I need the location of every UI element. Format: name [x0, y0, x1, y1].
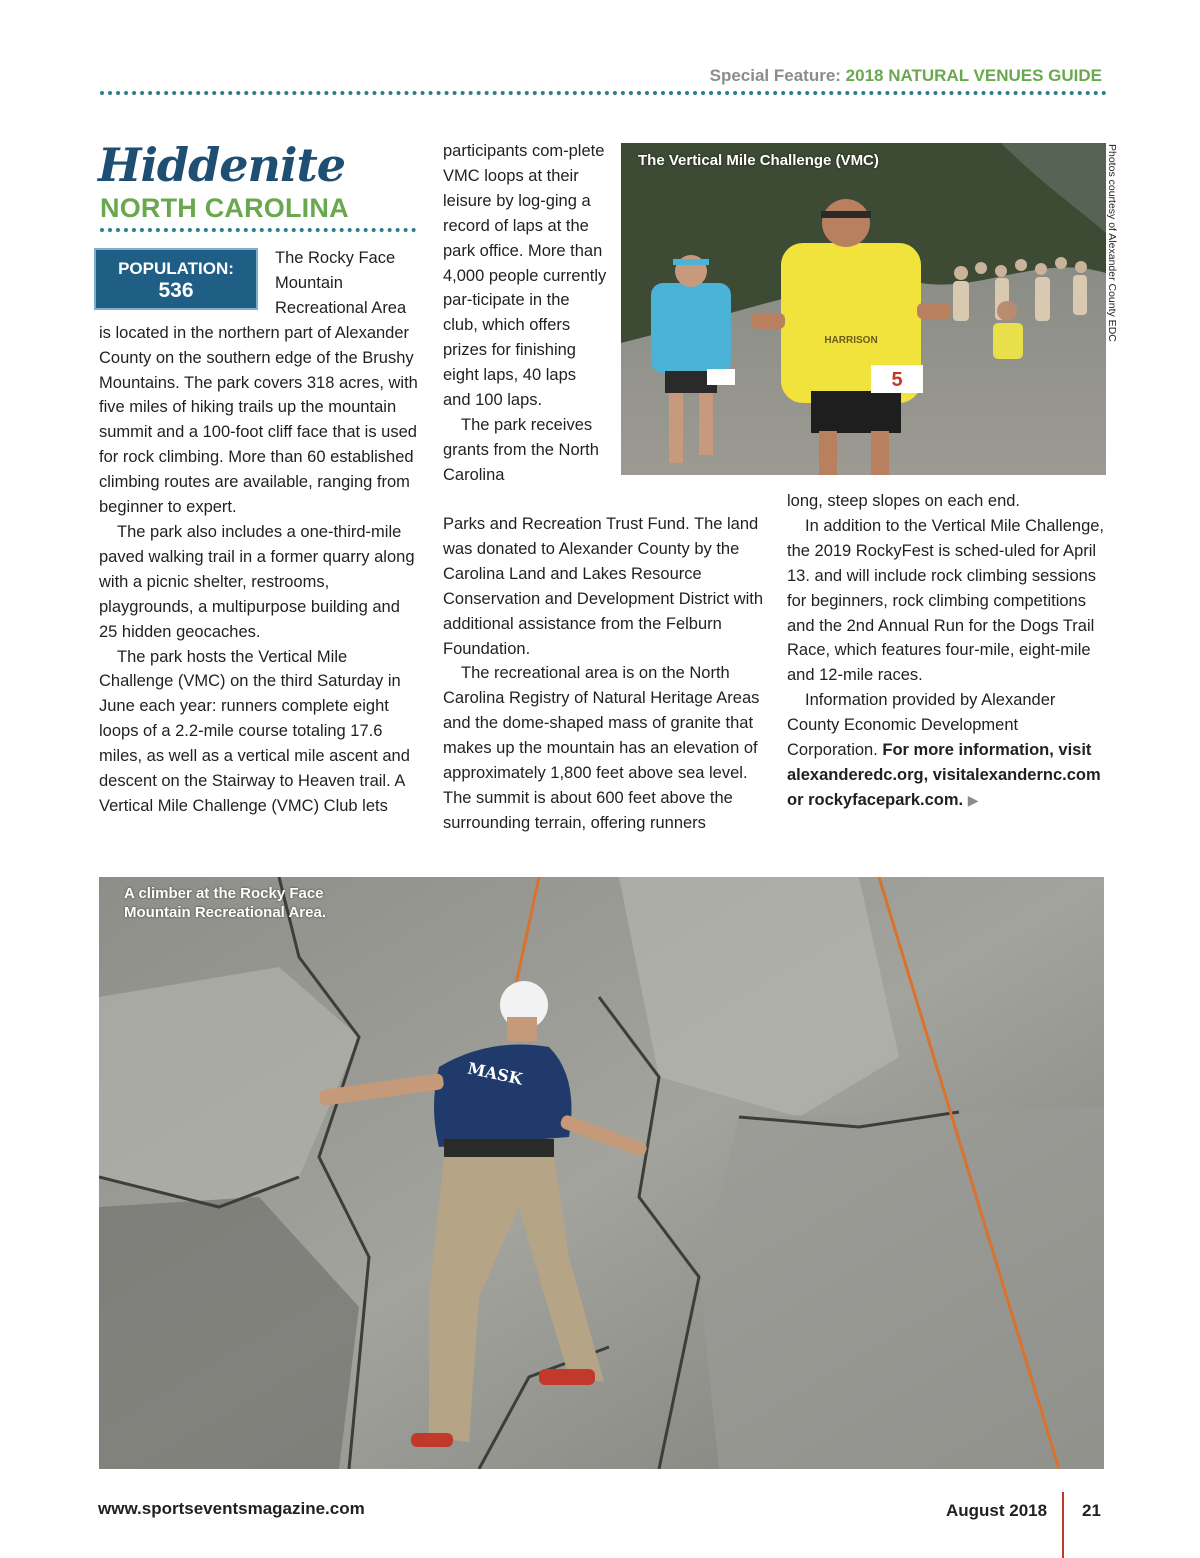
article-subtitle-state: NORTH CAROLINA: [100, 193, 349, 223]
article-column-1: [99, 246, 419, 819]
title-dotted-rule: [100, 228, 416, 232]
page-number: 21: [1082, 1501, 1101, 1520]
more-info-links: For more information, visit alexanderedc.org, visitalexandernc.com or rockyfacepark.com.: [787, 741, 1101, 809]
end-of-article-mark: ▶: [967, 791, 979, 808]
footer-issue-date: August 2018: [946, 1501, 1048, 1520]
col2-paragraph-2a: The park receives grants from the North Carolina: [443, 415, 599, 484]
running-header: [710, 66, 1102, 86]
col2-paragraph-3: The recreational area is on the North Carolina Registry of Natural Heritage Areas and the dome-shaped mass of granite that makes up the mountain has an elevation of approximately 1,800 feet above sea level. The summit is about 600 feet above the surrounding terrain, offering runners: [443, 664, 760, 832]
climber-photo-illustration: [99, 877, 1104, 1469]
population-label: POPULATION:: [118, 259, 234, 278]
col3-paragraph-3: [787, 688, 1112, 813]
climber-caption-line-1: A climber at the Rocky Face: [124, 885, 324, 902]
climber-caption-line-2: Mountain Recreational Area.: [124, 904, 326, 921]
col1-paragraph-2: The park also includes a one-third-mile paved walking trail in a former quarry along with a picnic shelter, restrooms, playgrounds, a multipurpose building and 25 hidden geocaches.: [99, 522, 415, 641]
col2-paragraph-2b: Parks and Recreation Trust Fund. The land was donated to Alexander County by the Carolina Land and Lakes Resource Conservation and Development District with additional assistance from the Felburn Foundation.: [443, 515, 764, 658]
runners-photo-caption: The Vertical Mile Challenge (VMC): [638, 152, 879, 169]
article-title: Hiddenite: [98, 138, 345, 192]
article-column-2-bottom: [443, 512, 768, 836]
top-dotted-rule: [100, 91, 1107, 95]
col1-paragraph-1: The Rocky Face Mountain Recreational Area is located in the northern part of Alexander County on the southern edge of the Brushy Mountains. The park covers 318 acres, with five miles of hiking trails up the mountain summit and a 100-foot cliff face that is used for rock climbing. More than 60 established climbing routes are available, ranging from beginner to expert.: [99, 249, 418, 517]
population-value: 536: [158, 279, 194, 302]
article-column-2-top: [443, 139, 608, 488]
col1-paragraph-3: The park hosts the Vertical Mile Challenge (VMC) on the third Saturday in June each year: runners complete eight loops of a 2.2-mile course totaling 17.6 miles, as well as a vertical mile ascent and descent on the Stairway to Heaven trail. A Vertical Mile Challenge (VMC) Club lets: [99, 647, 410, 815]
photo-credit: Photos courtesy of Alexander County EDC: [1106, 144, 1118, 342]
footer-divider: [1062, 1492, 1064, 1558]
runners-photo-illustration: [621, 143, 1106, 475]
runners-photo: [621, 143, 1106, 475]
article-column-3: [787, 489, 1112, 813]
climber-photo-caption: [124, 884, 326, 922]
col3-paragraph-2: In addition to the Vertical Mile Challenge, the 2019 RockyFest is sched-uled for April 13. and will include rock climbing sessions for beginners, rock climbing competitions and the 2nd Annual Run for the Dogs Trail Race, which features four-mile, eight-mile and 12-mile races.: [787, 516, 1105, 685]
col3-paragraph-3-text: Information provided by Alexander County Economic Development Corporation.: [787, 691, 1056, 760]
col3-paragraph-1: long, steep slopes on each end.: [787, 492, 1021, 510]
climber-photo: [99, 877, 1104, 1469]
runner-shirt-text: HARRISON: [824, 335, 878, 346]
header-section: 2018 NATURAL VENUES GUIDE: [845, 66, 1102, 85]
header-prefix: Special Feature:: [709, 66, 846, 85]
footer-website: www.sportseventsmagazine.com: [98, 1499, 365, 1518]
col2-paragraph-1: participants com-plete VMC loops at their leisure by log-ging a record of laps at the park office. More than 4,000 people currently par-ticipate in the club, which offers prizes for finishing eight laps, 40 laps and 100 laps.: [443, 142, 607, 410]
climber-shirt-text: MASK: [465, 1058, 525, 1089]
runner-bib-number: 5: [891, 369, 903, 391]
